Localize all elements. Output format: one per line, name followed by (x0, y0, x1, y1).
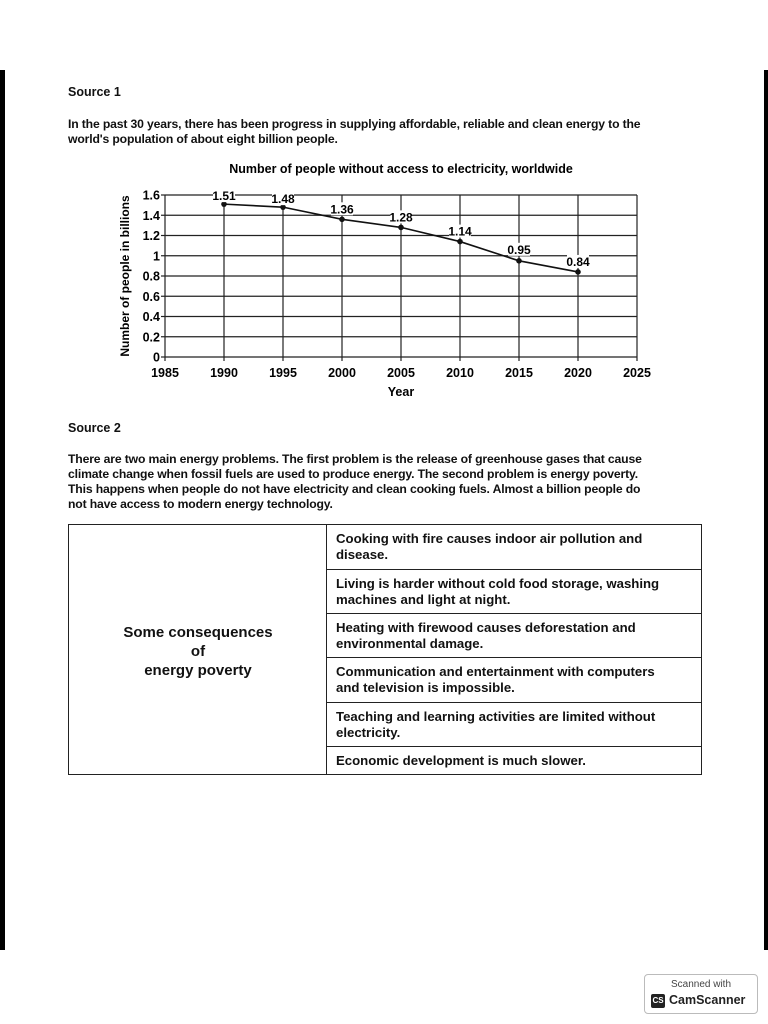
table-row (327, 703, 701, 747)
source1-paragraph (68, 117, 640, 147)
consequences-table (68, 524, 702, 775)
data-point (398, 225, 404, 231)
source1-line: world's population of about eight billion people. (68, 132, 338, 146)
data-point (339, 217, 345, 223)
camscanner-watermark (644, 974, 758, 1014)
camscanner-logo-icon: CS (651, 994, 665, 1008)
x-tick-label: 2020 (564, 366, 592, 380)
table-row-line: Cooking with fire causes indoor air pollution and (336, 531, 643, 546)
electricity-access-line-chart (0, 150, 768, 410)
table-row (327, 525, 701, 570)
y-tick-label: 1.4 (142, 208, 160, 223)
data-label: 1.36 (330, 202, 354, 217)
watermark-caption: Scanned with (670, 979, 732, 990)
data-label: 0.95 (507, 242, 531, 257)
data-label: 1.28 (389, 210, 413, 225)
table-row (327, 747, 701, 774)
y-tick-label: 1.2 (142, 229, 160, 243)
x-tick-label: 2005 (387, 366, 415, 380)
table-row-line: environmental damage. (336, 636, 484, 651)
y-tick-label: 1.6 (142, 188, 160, 203)
table-label-line: of (190, 643, 206, 660)
y-tick-label: 0.4 (142, 310, 160, 324)
source1-heading: Source 1 (68, 85, 121, 99)
data-point (575, 269, 581, 275)
table-row (327, 570, 701, 614)
source2-line: There are two main energy problems. The first problem is the release of greenhouse gases that cause (68, 452, 642, 466)
watermark-brand: CamScanner (669, 993, 746, 1007)
table-row-line: machines and light at night. (336, 592, 511, 607)
table-row-line: and television is impossible. (336, 680, 515, 695)
data-label: 0.84 (566, 254, 590, 269)
x-tick-label: 1985 (151, 366, 179, 380)
x-tick-label: 2000 (328, 366, 356, 380)
source2-heading: Source 2 (68, 421, 121, 435)
table-row-line: electricity. (336, 725, 401, 740)
x-tick-label: 2015 (505, 366, 533, 380)
source1-line: In the past 30 years, there has been progress in supplying affordable, reliable and clean energy to the (68, 117, 641, 131)
data-label: 1.14 (448, 224, 472, 239)
table-row-line: Communication and entertainment with computers (336, 664, 655, 679)
table-row-line: Heating with firewood causes deforestation and (336, 620, 636, 635)
y-tick-label: 0 (153, 350, 160, 365)
y-tick-label: 0.2 (142, 330, 160, 345)
chart-title: Number of people without access to electricity, worldwide (229, 162, 573, 176)
table-row (327, 658, 701, 703)
x-tick-label: 2025 (623, 366, 651, 380)
table-row-line: Living is harder without cold food storage, washing (336, 576, 660, 591)
y-tick-label: 0.6 (142, 289, 160, 304)
x-axis-label: Year (387, 385, 415, 399)
table-label-line: Some consequences (123, 624, 273, 641)
table-consequence-list (327, 525, 701, 774)
source2-line: not have access to modern energy technology. (68, 497, 333, 511)
table-row-line: Economic development is much slower. (336, 753, 586, 768)
data-label: 1.51 (212, 189, 236, 204)
source2-line: This happens when people do not have electricity and clean cooking fuels. Almost a billion people do (68, 482, 641, 496)
source2-line: climate change when fossil fuels are used to produce energy. The second problem is energy poverty. (68, 467, 639, 481)
x-tick-label: 1995 (269, 366, 297, 380)
source2-paragraph (68, 452, 642, 512)
table-label (69, 623, 327, 680)
table-row-line: Teaching and learning activities are limited without (336, 709, 656, 724)
data-point (457, 239, 463, 245)
data-point (516, 258, 522, 264)
y-tick-label: 1 (153, 249, 160, 264)
table-row (327, 614, 701, 658)
y-tick-label: 0.8 (142, 269, 160, 284)
table-label-line: energy poverty (144, 662, 252, 679)
data-label: 1.48 (271, 192, 295, 207)
x-tick-label: 2010 (446, 366, 474, 380)
table-row-line: disease. (336, 547, 389, 562)
x-tick-label: 1990 (210, 366, 238, 380)
scan-top-margin (0, 0, 768, 70)
y-axis-label: Number of people in billions (118, 195, 132, 357)
table-label-cell (69, 525, 327, 774)
